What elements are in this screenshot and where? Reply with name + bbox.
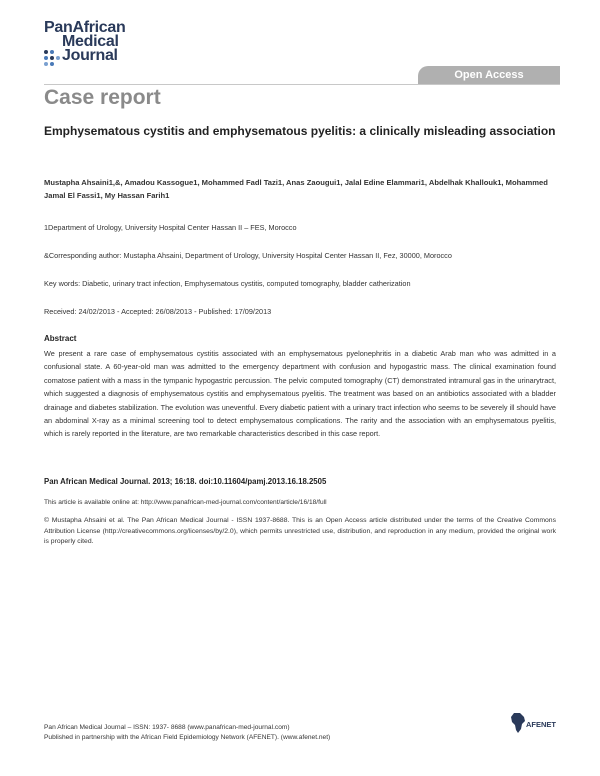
online-link[interactable]: This article is available online at: http://www.panafrican-med-journal.com/content/article/16/18/full [44, 499, 327, 506]
logo-dots-icon [44, 50, 78, 68]
abstract-text: We present a rare case of emphysematous cystitis associated with an emphysematous pyelonephritis in a diabetic Arab man who was admitted in a confusional state. A 60-year-old man was admitted to the emergency department with confusion and hypogastric mass. The clinical examination found comatose patient with a mass in the tympanic hypogastric percussion. The pelvic computed tomography (CT) demonstrated intramural gas in the urinarytract, which suggested a diagnosis of emphysematous cystitis and emphysematous pyelitis. The treatment was based on an antibiotics associated with a bladder drainage and diabetes stabilization. The evolution was uneventful. Every diabetic patient with a urinary tract infection who seems to be severely ill should have an abdominal X-ray as a minimal screening tool to detect emphysematous complications. The rarity and the association with an emphysematous pyelitis, which is rarely reported in the literature, are two remarkable characteristics described in this case report. [44, 349, 556, 439]
article-type-heading: Case report [44, 86, 161, 109]
header-divider [44, 84, 560, 85]
afenet-label: AFENET [526, 720, 556, 729]
journal-logo [44, 20, 164, 80]
affiliation: 1Department of Urology, University Hospital Center Hassan II – FES, Morocco [44, 223, 297, 232]
logo-line-2: Medical [62, 33, 119, 50]
author-list: Mustapha Ahsaini1,&, Amadou Kassogue1, Mohammed Fadl Tazi1, Anas Zaougui1, Jalal Edine Elammari1, Abdelhak Khallouk1, Mohammed Jamal El Fassi1, My Hassan Farih1 [44, 178, 548, 200]
keywords: Key words: Diabetic, urinary tract infection, Emphysematous cystitis, computed tomography, bladder catherization [44, 279, 411, 288]
article-dates: Received: 24/02/2013 - Accepted: 26/08/2013 - Published: 17/09/2013 [44, 307, 272, 316]
article-title: Emphysematous cystitis and emphysematous pyelitis: a clinically misleading association [44, 124, 556, 138]
open-access-badge: Open Access [418, 66, 560, 84]
logo-line-3: Journal [62, 47, 118, 64]
abstract-heading: Abstract [44, 334, 77, 343]
africa-map-icon [510, 712, 526, 734]
citation: Pan African Medical Journal. 2013; 16:18. doi:10.11604/pamj.2013.16.18.2505 [44, 477, 327, 486]
logo-line-1: PanAfrican [44, 19, 126, 36]
afenet-logo [510, 712, 562, 736]
license-text: © Mustapha Ahsaini et al. The Pan African Medical Journal - ISSN 1937-8688. This is an Open Access article distributed under the terms of the Creative Commons Attribution License (http://creativecommons.org/licenses/by/2.0), which permits unrestricted use, distribution, and reproduction in any medium, provided the original work is properly cited. [44, 517, 556, 545]
corresponding-author: &Corresponding author: Mustapha Ahsaini, Department of Urology, University Hospital Center Hassan II, Fez, 30000, Morocco [44, 251, 452, 260]
footer-partnership: Published in partnership with the African Field Epidemiology Network (AFENET). (www.afenet.net) [44, 734, 331, 741]
footer-issn: Pan African Medical Journal – ISSN: 1937- 8688 (www.panafrican-med-journal.com) [44, 724, 290, 731]
